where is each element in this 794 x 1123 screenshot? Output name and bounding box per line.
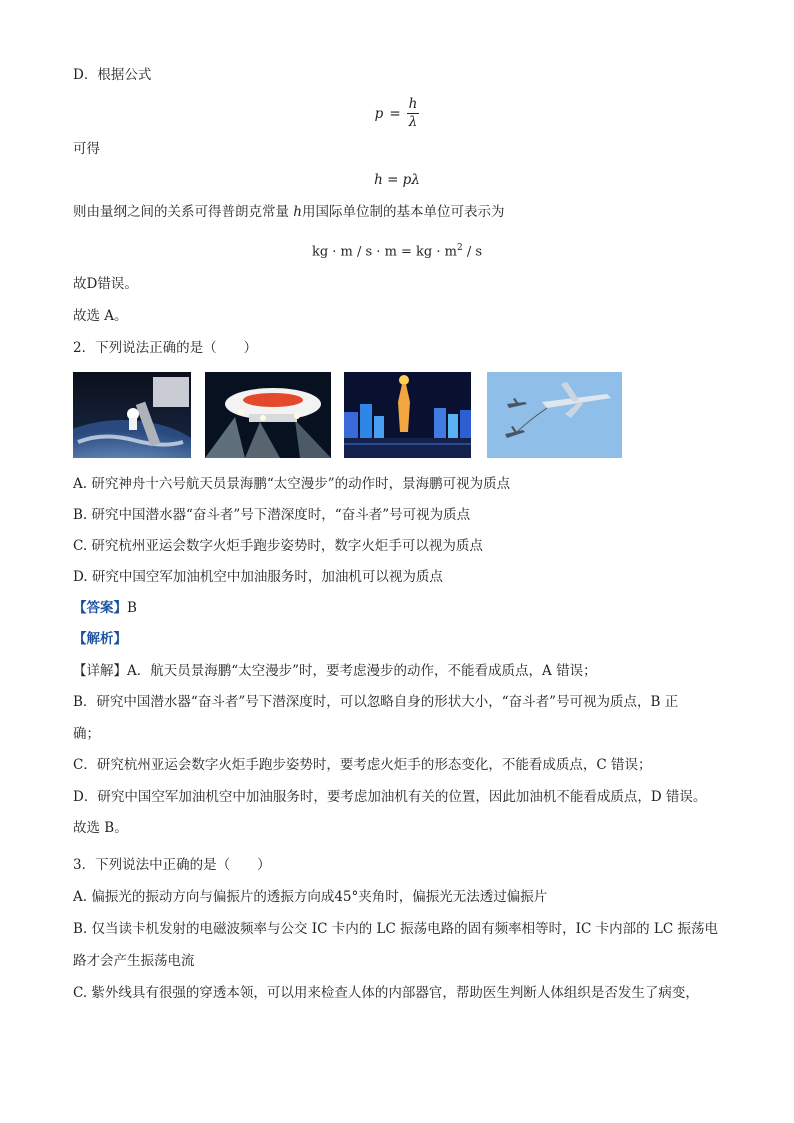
submersible-image	[205, 372, 331, 458]
detail-a-text: A．航天员景海鹏“太空漫步”时，要考虑漫步的动作，不能看成质点，A 错误；	[127, 663, 597, 679]
detail-label: 【详解】	[73, 663, 127, 679]
formula-h: h = pλ	[374, 172, 420, 188]
q2-select: 故选 B。	[73, 820, 128, 836]
select-a: 故选 A。	[73, 308, 128, 324]
torchbearer-image	[344, 372, 471, 458]
spacewalk-image	[73, 372, 191, 458]
unit-explanation	[73, 203, 505, 221]
q2-detail-a	[73, 662, 597, 680]
q3-stem: 3．下列说法中正确的是（ ）	[73, 857, 271, 873]
units-a: kg · m / s · m = kg · m	[311, 244, 457, 260]
formula-momentum	[0, 96, 794, 131]
formula-denominator: λ	[408, 114, 418, 130]
q2-detail-b1: B．研究中国潜水器“奋斗者”号下潜深度时，可以忽略自身的形状大小，“奋斗者”号可视为质点，B 正	[73, 694, 679, 710]
formula-numerator: h	[408, 96, 418, 112]
q2-stem: 2．下列说法正确的是（ ）	[73, 340, 258, 356]
unit-text-h: h	[293, 204, 302, 220]
q2-detail-d: D．研究中国空军加油机空中加油服务时，要考虑加油机有关的位置，因此加油机不能看成质点，D 错误。	[73, 789, 707, 805]
units-b: / s	[462, 244, 483, 260]
unit-text-a: 则由量纲之间的关系可得普朗克常量	[73, 204, 294, 220]
d-wrong: 故D错误。	[73, 276, 138, 292]
q2-detail-c: C．研究杭州亚运会数字火炬手跑步姿势时，要考虑火炬手的形态变化，不能看成质点，C 错误；	[73, 757, 652, 773]
answer-value: B	[127, 600, 137, 616]
formula-lhs: p	[374, 105, 384, 122]
q2-answer	[73, 599, 137, 617]
unit-text-b: 用国际单位制的基本单位可表示为	[302, 204, 505, 220]
q3-option-b1: B. 仅当读卡机发射的电磁波频率与公交 IC 卡内的 LC 振荡电路的固有频率相等时，IC 卡内部的 LC 振荡电	[73, 921, 718, 937]
units-sup: 2	[456, 243, 463, 253]
formula-units	[0, 238, 794, 262]
option-d-label: D．根据公式	[73, 67, 152, 83]
q2-analysis	[73, 630, 127, 648]
analysis-label: 【解析】	[73, 631, 127, 647]
q2-detail-b2: 确；	[73, 726, 100, 742]
q3-option-a: A. 偏振光的振动方向与偏振片的透振方向成45°夹角时，偏振光无法透过偏振片	[73, 889, 548, 905]
refueling-image	[487, 372, 622, 458]
q2-option-b: B. 研究中国潜水器“奋斗者”号下潜深度时，“奋斗者”号可视为质点	[73, 507, 471, 523]
q2-option-d: D. 研究中国空军加油机空中加油服务时，加油机可以视为质点	[73, 569, 443, 585]
q3-option-c: C. 紫外线具有很强的穿透本领，可以用来检查人体的内部器官，帮助医生判断人体组织是否发生了病变，	[73, 985, 699, 1001]
answer-label: 【答案】	[73, 600, 127, 616]
q2-option-c: C. 研究杭州亚运会数字火炬手跑步姿势时，数字火炬手可以视为质点	[73, 538, 483, 554]
keyi-text: 可得	[73, 141, 100, 157]
formula-eq-sign: =	[389, 105, 401, 122]
q2-option-a: A. 研究神舟十六号航天员景海鹏“太空漫步”的动作时，景海鹏可视为质点	[73, 476, 511, 492]
q3-option-b2: 路才会产生振荡电流	[73, 953, 195, 969]
